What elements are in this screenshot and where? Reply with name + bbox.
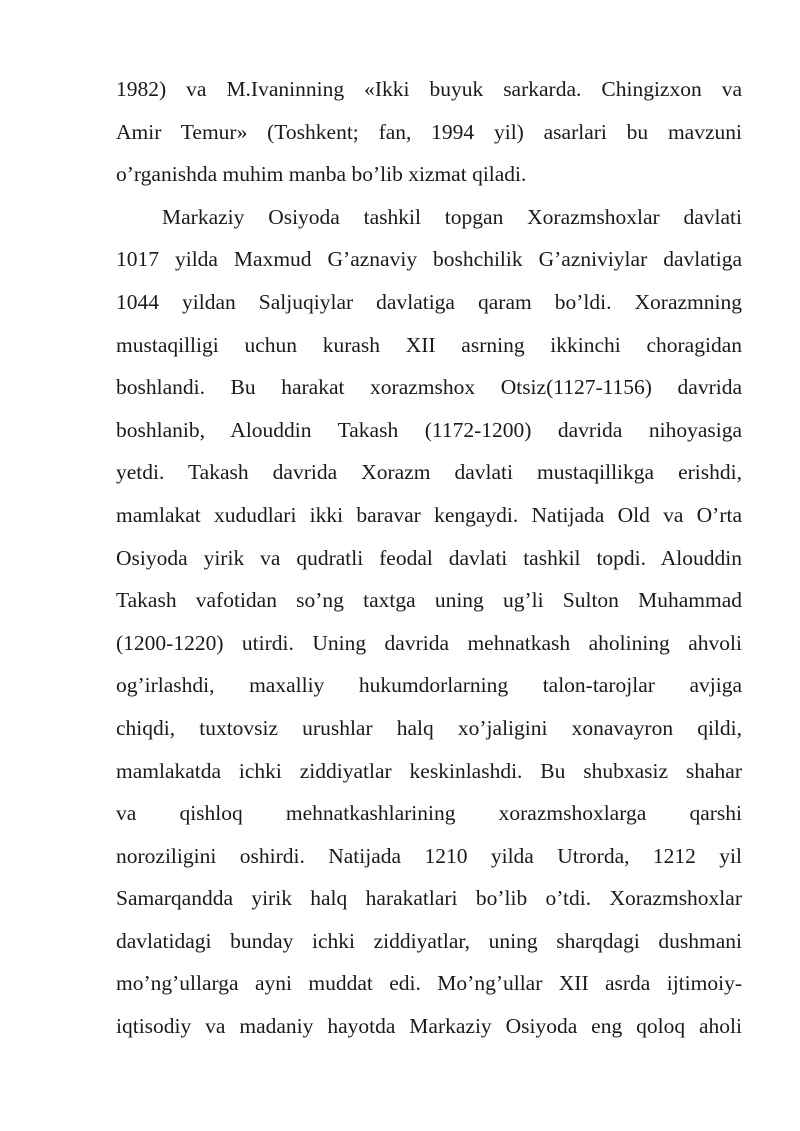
text-line: 1044 yildan Saljuqiylar davlatiga qaram bo’ldi. Xorazmning [116, 289, 742, 314]
text-line: Samarqandda yirik halq harakatlari bo’lib o’tdi. Xorazmshoxlar [116, 886, 742, 911]
text-line: mustaqilligi uchun kurash XII asrning ikkinchi choragidan [116, 332, 742, 357]
text-line: va qishloq mehnatkashlarining xorazmshoxlarga qarshi [116, 801, 742, 826]
text-line: mamlakat xududlari ikki baravar kengaydi. Natijada Old va O’rta [116, 502, 742, 527]
text-line: mamlakatda ichki ziddiyatlar keskinlashdi. Bu shubxasiz shahar [116, 758, 742, 783]
text-line: mo’ng’ullarga ayni muddat edi. Mo’ng’ullar XII asrda ijtimoiy- [116, 971, 742, 996]
text-line: boshlandi. Bu harakat xorazmshox Otsiz(1127-1156) davrida [116, 375, 742, 400]
text-line: iqtisodiy va madaniy hayotda Markaziy Osiyoda eng qoloq aholi [116, 1014, 742, 1039]
text-line: o’rganishda muhim manba bo’lib xizmat qiladi. [116, 162, 527, 187]
text-line: (1200-1220) utirdi. Uning davrida mehnatkash aholining ahvoli [116, 630, 742, 655]
text-line: og’irlashdi, maxalliy hukumdorlarning talon-tarojlar avjiga [116, 673, 742, 698]
paragraph-1 [116, 68, 742, 196]
text-line: 1017 yilda Maxmud G’aznaviy boshchilik G’azniviylar davlatiga [116, 247, 742, 272]
body-text [116, 68, 742, 1048]
text-line: Markaziy Osiyoda tashkil topgan Xorazmshoxlar davlati [162, 204, 742, 229]
text-line: Amir Temur» (Toshkent; fan, 1994 yil) asarlari bu mavzuni [116, 119, 742, 144]
text-line: Takash vafotidan so’ng taxtga uning ug’li Sulton Muhammad [116, 588, 742, 613]
text-line: yetdi. Takash davrida Xorazm davlati mustaqillikga erishdi, [116, 460, 742, 485]
text-line: Osiyoda yirik va qudratli feodal davlati tashkil topdi. Alouddin [116, 545, 742, 570]
text-line: 1982) va M.Ivaninning «Ikki buyuk sarkarda. Chingizxon va [116, 77, 742, 101]
text-line: noroziligini oshirdi. Natijada 1210 yilda Utrorda, 1212 yil [116, 843, 742, 868]
paragraph-2 [116, 196, 742, 1048]
text-line: chiqdi, tuxtovsiz urushlar halq xo’jaligini xonavayron qildi, [116, 715, 742, 740]
text-line: davlatidagi bunday ichki ziddiyatlar, uning sharqdagi dushmani [116, 928, 742, 953]
text-line: boshlanib, Alouddin Takash (1172-1200) davrida nihoyasiga [116, 417, 742, 442]
